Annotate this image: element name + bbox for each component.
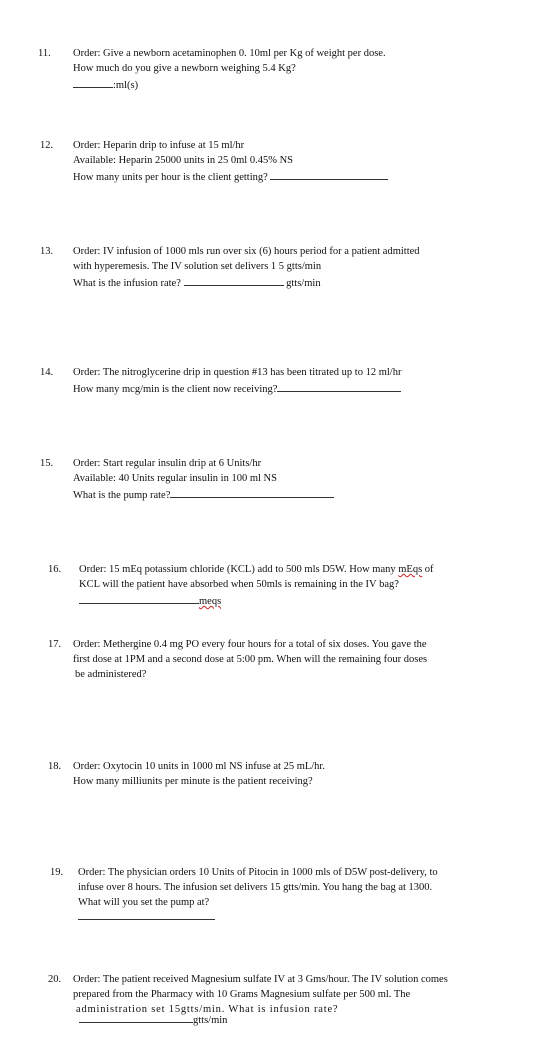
order-text: Order: Methergine 0.4 mg PO every four hours for a total of six doses. You gave the: [73, 639, 427, 650]
question-body: [73, 456, 495, 503]
order-text: Order: Oxytocin 10 units in 1000 ml NS infuse at 25 mL/hr.: [73, 761, 325, 772]
question-number: 16.: [48, 564, 62, 575]
answer-blank[interactable]: [270, 168, 388, 180]
question-body: [73, 972, 495, 1028]
answer-line: [78, 910, 495, 925]
answer-unit: meqs: [199, 596, 222, 607]
order-text: Order: The patient received Magnesium sulfate IV at 3 Gms/hour. The IV solution comes: [73, 974, 448, 985]
question-text: be administered?: [75, 669, 147, 680]
order-text-end: of: [422, 564, 434, 575]
available-text: Available: 40 Units regular insulin in 100 ml NS: [73, 473, 277, 484]
question-number: 11.: [38, 48, 51, 59]
order-text: Order: Give a newborn acetaminophen 0. 10ml per Kg of weight per dose.: [73, 48, 386, 59]
order-text-continued: prepared from the Pharmacy with 10 Grams Magnesium sulfate per 500 ml. The: [73, 989, 411, 1000]
answer-line: [73, 486, 495, 503]
question-text: KCL will the patient have absorbed when 50mls is remaining in the IV bag?: [79, 579, 399, 590]
order-text-continued: infuse over 8 hours. The infusion set delivers 15 gtts/min. You hang the bag at 1300.: [78, 882, 433, 893]
available-text: Available: Heparin 25000 units in 25 0ml 0.45% NS: [73, 155, 293, 166]
order-text: Order: Start regular insulin drip at 6 Units/hr: [73, 458, 262, 469]
question-body: [73, 46, 495, 93]
answer-line: [73, 76, 495, 93]
question-text: What is the pump rate?: [73, 490, 171, 501]
question-number: 20.: [48, 974, 62, 985]
answer-blank[interactable]: [170, 486, 334, 498]
question-body: [73, 365, 495, 397]
answer-blank[interactable]: [78, 912, 215, 920]
answer-blank[interactable]: [73, 76, 113, 88]
question-body: [73, 244, 495, 291]
question-number: 17.: [48, 639, 62, 650]
question-text: What is the infusion rate?: [73, 278, 181, 289]
answer-line: [73, 380, 495, 397]
answer-line: [79, 592, 459, 609]
order-text: [79, 562, 459, 577]
answer-blank[interactable]: [79, 1011, 193, 1023]
answer-blank[interactable]: [79, 592, 199, 604]
question-number: 14.: [40, 367, 54, 378]
order-text: Order: The physician orders 10 Units of Pitocin in 1000 mls of D5W post-delivery, to: [78, 867, 438, 878]
order-text-start: Order: 15 mEq potassium chloride (KCL) add to 500 mls D5W. How many: [79, 564, 399, 575]
order-text: Order: Heparin drip to infuse at 15 ml/hr: [73, 140, 245, 151]
question-number: 15.: [40, 458, 54, 469]
question-body: [78, 865, 495, 925]
question-text: How many units per hour is the client getting?: [73, 172, 268, 183]
question-text: What will you set the pump at?: [78, 897, 210, 908]
question-text: How many mcg/min is the client now receiving?: [73, 384, 278, 395]
question-body: [79, 562, 459, 609]
answer-blank[interactable]: [277, 380, 401, 392]
order-text: Order: IV infusion of 1000 mls run over six (6) hours period for a patient admitted: [73, 246, 420, 257]
order-text-continued: first dose at 1PM and a second dose at 5:00 pm. When will the remaining four doses: [73, 654, 428, 665]
question-text: How many milliunits per minute is the patient receiving?: [73, 776, 313, 787]
answer-line: [73, 168, 495, 185]
question-number: 12.: [40, 140, 54, 151]
question-number: 19.: [50, 867, 64, 878]
question-body: [73, 138, 495, 185]
order-text: Order: The nitroglycerine drip in question #13 has been titrated up to 12 ml/hr: [73, 367, 402, 378]
question-number: 13.: [40, 246, 54, 257]
question-body: [73, 637, 495, 682]
answer-blank[interactable]: [184, 274, 284, 286]
order-text-continued: with hyperemesis. The IV solution set delivers 1 5 gtts/min: [73, 261, 322, 272]
question-text: administration set 15gtts/min. What is infusion rate?: [76, 1004, 339, 1015]
answer-unit: :ml(s): [113, 80, 139, 91]
answer-line: [73, 274, 495, 291]
question-text: How much do you give a newborn weighing 5.4 Kg?: [73, 63, 296, 74]
answer-unit: gtts/min: [286, 278, 321, 289]
order-text-meqs: mEqs: [398, 564, 423, 575]
question-body: [73, 759, 495, 789]
question-number: 18.: [48, 761, 62, 772]
answer-unit: gtts/min: [193, 1015, 228, 1026]
